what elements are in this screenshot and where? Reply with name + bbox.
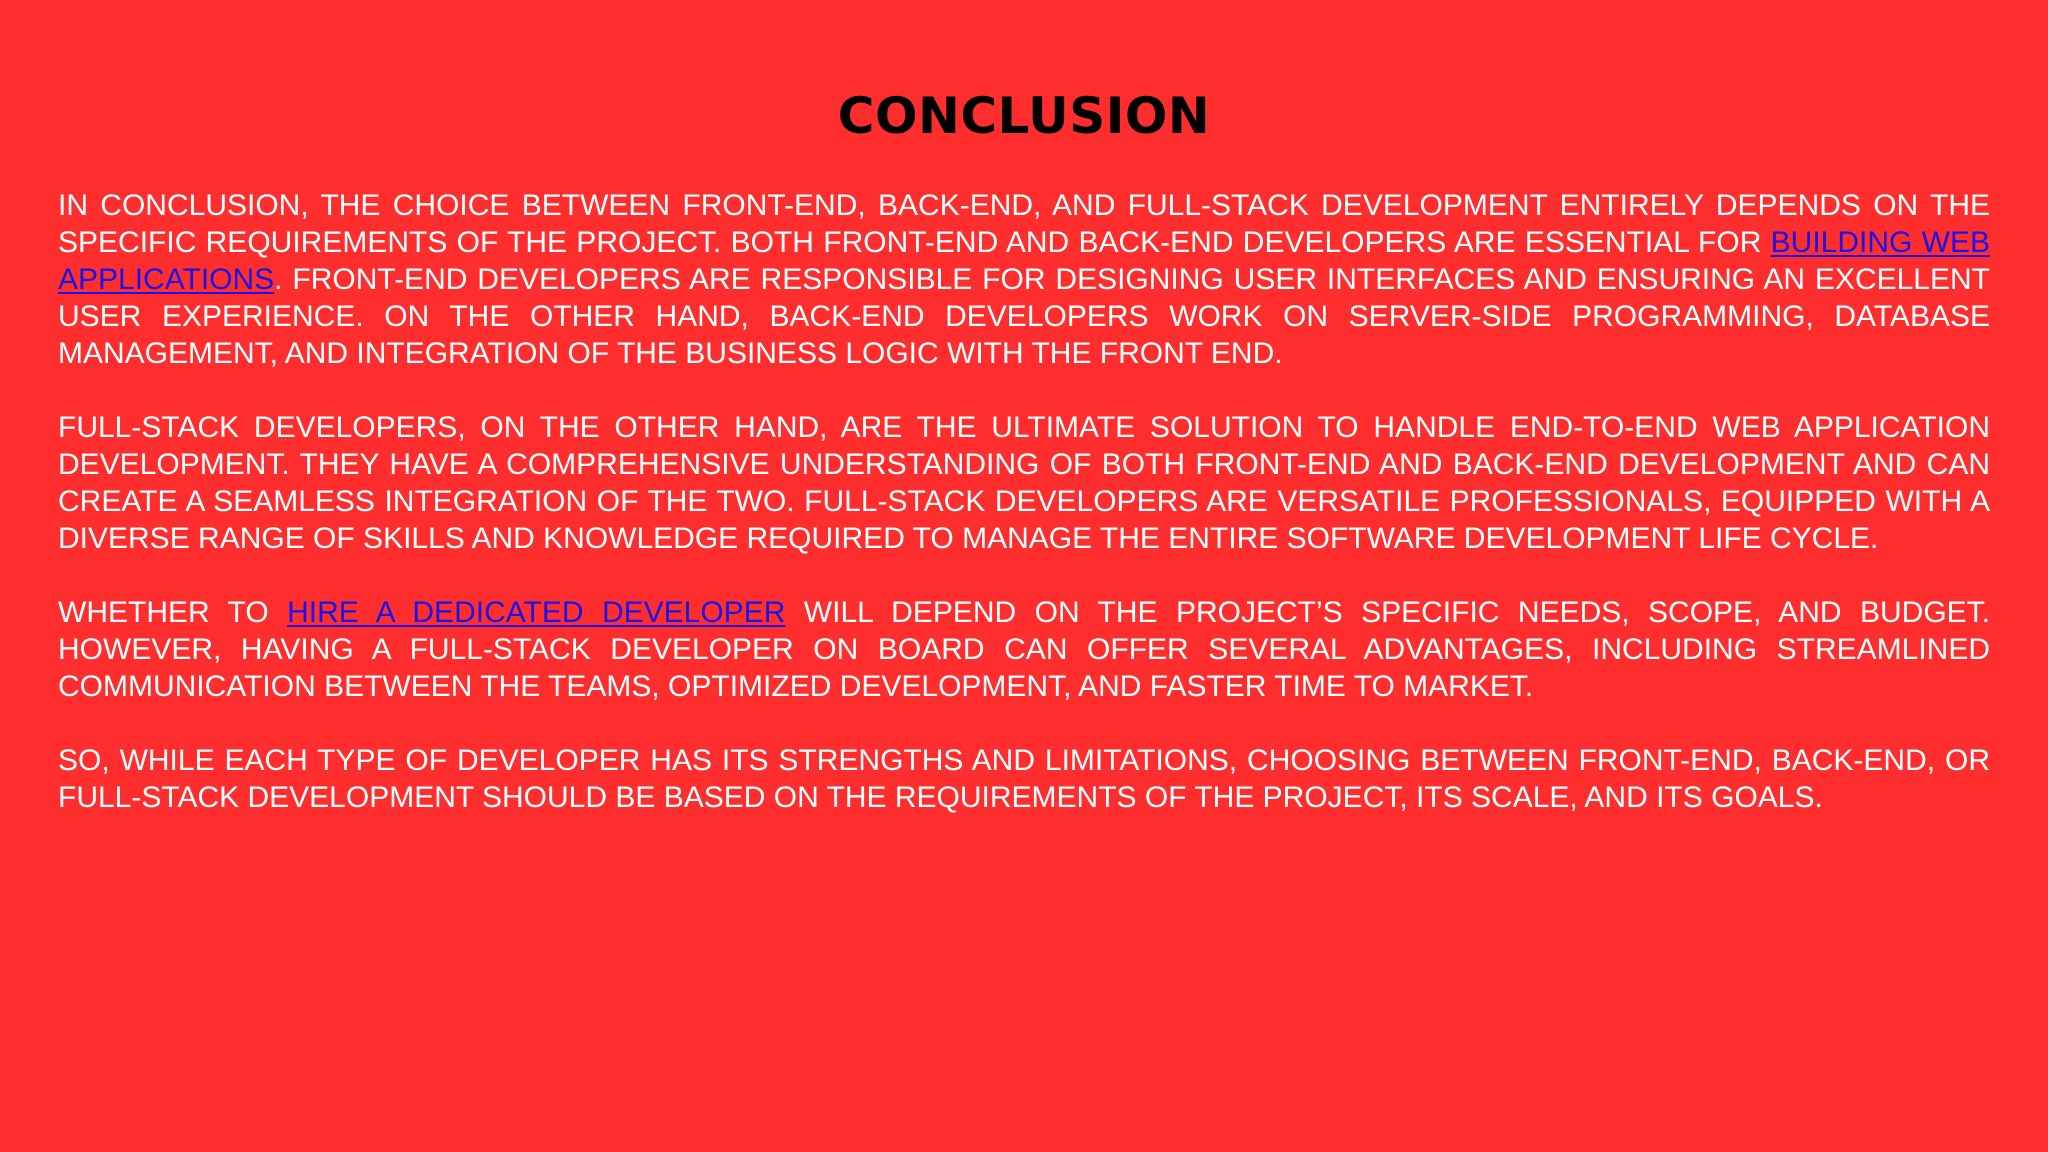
paragraph-3	[58, 594, 1990, 705]
paragraph-1	[58, 187, 1990, 372]
slide-body	[58, 187, 1990, 853]
paragraph-3-text-after: WILL DEPEND ON THE PROJECT’S SPECIFIC NEEDS, SCOPE, AND BUDGET. HOWEVER, HAVING A FULL-STACK DEVELOPER ON BOARD CAN OFFER SEVERAL ADVANTAGES, INCLUDING STREAMLINED COMMUNICATION BETWEEN THE TEAMS, OPTIMIZED DEVELOPMENT, AND FASTER TIME TO MARKET.	[58, 596, 1990, 703]
paragraph-1-text-before: IN CONCLUSION, THE CHOICE BETWEEN FRONT-END, BACK-END, AND FULL-STACK DEVELOPMENT ENTIRELY DEPENDS ON THE SPECIFIC REQUIREMENTS OF THE PROJECT. BOTH FRONT-END AND BACK-END DEVELOPERS ARE ESSENTIAL FOR	[58, 189, 1990, 259]
building-web-applications-link[interactable]: BUILDING WEB APPLICATIONS	[58, 226, 1990, 296]
paragraph-2: FULL-STACK DEVELOPERS, ON THE OTHER HAND, ARE THE ULTIMATE SOLUTION TO HANDLE END-TO-END WEB APPLICATION DEVELOPMENT. THEY HAVE A COMPREHENSIVE UNDERSTANDING OF BOTH FRONT-END AND BACK-END DEVELOPMENT AND CAN CREATE A SEAMLESS INTEGRATION OF THE TWO. FULL-STACK DEVELOPERS ARE VERSATILE PROFESSIONALS, EQUIPPED WITH A DIVERSE RANGE OF SKILLS AND KNOWLEDGE REQUIRED TO MANAGE THE ENTIRE SOFTWARE DEVELOPMENT LIFE CYCLE.	[58, 411, 1990, 555]
paragraph-3-text-before: WHETHER TO	[58, 596, 288, 629]
paragraph-1-text-after: . FRONT-END DEVELOPERS ARE RESPONSIBLE FOR DESIGNING USER INTERFACES AND ENSURING AN EXCELLENT USER EXPERIENCE. ON THE OTHER HAND, BACK-END DEVELOPERS WORK ON SERVER-SIDE PROGRAMMING, DATABASE MANAGEMENT, AND INTEGRATION OF THE BUSINESS LOGIC WITH THE FRONT END.	[58, 263, 1990, 370]
paragraph-4: SO, WHILE EACH TYPE OF DEVELOPER HAS ITS STRENGTHS AND LIMITATIONS, CHOOSING BETWEEN FRONT-END, BACK-END, OR FULL-STACK DEVELOPMENT SHOULD BE BASED ON THE REQUIREMENTS OF THE PROJECT, ITS SCALE, AND ITS GOALS.	[58, 744, 1990, 814]
hire-dedicated-developer-link[interactable]: HIRE A DEDICATED DEVELOPER	[287, 596, 786, 629]
slide-title: CONCLUSION	[837, 87, 1211, 145]
